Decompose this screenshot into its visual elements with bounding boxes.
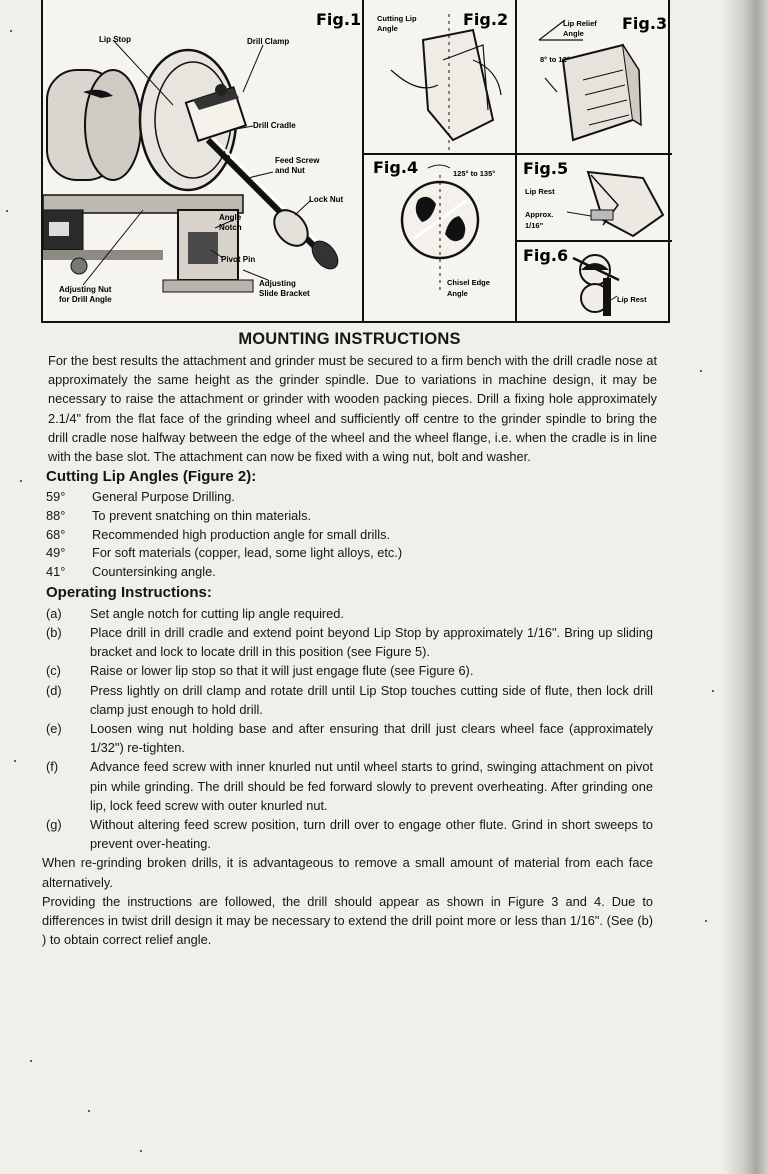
label-angle: Angle [219,213,242,222]
label-fig5-lip-rest: Lip Rest [525,187,555,196]
angle-item [42,526,657,545]
angle-description: Countersinking angle. [92,564,216,580]
label-chisel-angle: Angle [447,289,468,298]
step-letter: (f) [46,759,59,775]
fig3-drawing [539,20,641,140]
step-letter: (a) [46,605,62,621]
label-chisel-range: 125° to 135° [453,169,496,178]
label-lip-relief-angle: Angle [563,29,584,38]
fig2-title: Fig.2 [463,10,509,29]
angle-description: For soft materials (copper, lead, some light alloys, etc.) [92,545,403,561]
label-feed-screw: Feed Screw [275,156,320,165]
fig3-title: Fig.3 [622,14,668,33]
step-item [42,661,657,680]
fig2-drawing [391,14,501,150]
fig6-drawing [573,255,619,316]
angle-item [42,544,657,563]
step-item [42,604,657,623]
step-item [42,681,657,719]
mounting-paragraph: For the best results the attachment and grinder must be secured to a firm bench with the drill cradle nose at approximately the same height as the grinder spindle. Due to variations in machine design, it may be necessary to raise the attachment or grinder with wooden packing pieces. Drill a fixing hole approximately 2.1/4" from the flat face of the grinding wheel and sufficiently off centre to the grinder spindle to bring the drill cradle nose halfway between the edge of the wheel and the wheel flange, i.e. when the cradle is in line with the base slot. The attachment can now be fixed with a wing nut, bolt and washer. [48,353,657,465]
label-drill-cradle: Drill Cradle [253,121,296,130]
label-lip-stop: Lip Stop [99,35,131,44]
angle-degree: 68° [46,526,66,542]
fig5-drawing [567,172,663,236]
step-text: Set angle notch for cutting lip angle required. [90,605,344,621]
angle-degree: 41° [46,564,66,580]
page-spine-shadow [722,0,768,1174]
page-title: MOUNTING INSTRUCTIONS [238,330,461,348]
step-text: Without altering feed screw position, turn drill over to engage other flute. Grind in short sweeps to prevent over-heating. [90,816,653,852]
label-drill-clamp: Drill Clamp [247,37,290,46]
step-item [42,815,657,853]
step-text: Press lightly on drill clamp and rotate drill until Lip Stop touches cutting side of flute, then lock drill clamp just enough to hold drill. [90,682,653,717]
operating-heading: Operating Instructions: [46,583,212,601]
angle-description: To prevent snatching on thin materials. [92,507,312,523]
step-letter: (d) [46,682,62,698]
label-slide-bracket: Slide Bracket [259,289,310,298]
step-text: Loosen wing nut holding base and after ensuring that drill just clears wheel face (approximately 1/32") re-tighten. [90,720,653,756]
label-notch: Notch [219,223,242,232]
label-lip-relief: Lip Relief [563,19,597,28]
label-fig5-size: 1/16" [525,221,544,230]
step-text: Advance feed screw with inner knurled nut until wheel starts to grind, swinging attachment on pivot pin while grinding. The drill should be fed forward slowly to prevent overheating. After grinding one lip, lock feed screw with outer knurled nut. [90,759,653,813]
angle-list [42,488,657,582]
step-text: Raise or lower lip stop so that it will just engage flute (see Figure 6). [90,663,474,679]
angle-description: General Purpose Drilling. [92,489,235,505]
angle-item [42,507,657,526]
step-text: Place drill in drill cradle and extend point beyond Lip Stop by approximately 1/16". Bring up sliding bracket and lock to locate drill in this position (see Figure 5). [90,624,653,660]
step-item [42,719,657,757]
fig4-drawing [402,165,478,290]
label-lock-nut: Lock Nut [309,195,344,204]
figure-illustrations [43,0,672,323]
label-fig5-approx: Approx. [525,210,554,219]
step-letter: (g) [46,816,62,832]
step-item [42,623,657,661]
label-fig6-lip-rest: Lip Rest [617,295,647,304]
fig6-title: Fig.6 [523,246,569,265]
label-cutting-lip: Cutting Lip [377,14,417,23]
angle-degree: 88° [46,507,66,523]
final-note: Providing the instructions are followed, the drill should appear as shown in Figure 3 and 4. Due to differences in twist drill design it may be necessary to extend the drill point more or less than 1/16". (See (b) ) to obtain correct relief angle. [42,893,653,948]
label-relief-range: 8° to 12° [540,55,570,64]
label-drill-angle: for Drill Angle [59,295,112,304]
label-cutting-lip-angle: Angle [377,24,398,33]
fig4-title: Fig.4 [373,158,419,177]
fig1-title: Fig.1 [316,10,362,29]
label-pivot-pin: Pivot Pin [221,255,256,264]
angle-degree: 49° [46,545,66,561]
step-letter: (b) [46,624,62,640]
regrind-note: When re-grinding broken drills, it is advantageous to remove a small amount of material from each face alternatively. [42,855,653,890]
label-feed-screw-2: and Nut [275,166,305,175]
label-adjusting: Adjusting [259,279,296,288]
figure-panel [41,0,670,323]
cutting-lip-heading: Cutting Lip Angles (Figure 2): [46,468,257,486]
angle-item [42,488,657,507]
instructions-content [42,327,657,949]
step-letter: (e) [46,720,62,736]
step-item [42,757,657,815]
step-letter: (c) [46,663,61,679]
angle-description: Recommended high production angle for small drills. [92,526,391,542]
label-adjusting-nut: Adjusting Nut [59,285,112,294]
angle-item [42,563,657,582]
step-list [42,604,657,854]
fig5-title: Fig.5 [523,159,569,178]
angle-degree: 59° [46,489,66,505]
label-chisel-edge: Chisel Edge [447,278,490,287]
